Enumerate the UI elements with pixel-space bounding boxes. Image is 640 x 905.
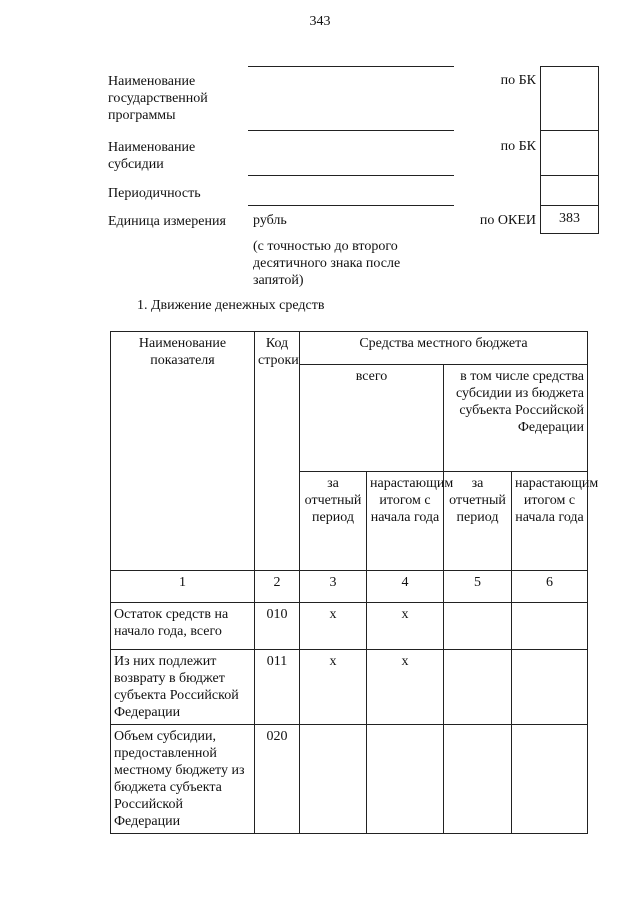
header-incl-subsidy: в том числе средства субсидии из бюджета субъекта Российской Федерации [444, 365, 588, 472]
column-number: 2 [255, 571, 300, 603]
program-name-label: Наименование государственной программы [108, 74, 208, 123]
program-name-field[interactable] [248, 130, 454, 131]
header-total: всего [300, 365, 444, 472]
subsidy-code-box[interactable] [540, 131, 599, 176]
subsidy-name-label: Наименование субсидии [108, 140, 196, 172]
program-code-box[interactable] [540, 66, 599, 131]
table-row [111, 650, 588, 725]
table-row [111, 725, 588, 834]
cell-col3[interactable] [300, 725, 367, 834]
cell-col5[interactable] [444, 725, 512, 834]
header-reporting-period-total: за отчетный период [300, 472, 367, 571]
unit-code-label: по ОКЕИ [479, 213, 536, 228]
row-name: Из них подлежит возврату в бюджет субъекта Российской Федерации [111, 650, 255, 725]
header-cumulative-subsidy: нарастающим итогом с начала года [512, 472, 588, 571]
program-code-label: по БК [500, 73, 536, 88]
row-code: 020 [255, 725, 300, 834]
cell-col6[interactable] [512, 650, 588, 725]
periodicity-field[interactable] [248, 205, 454, 206]
unit-code-box: 383 [540, 206, 599, 234]
page-number: 343 [309, 14, 331, 29]
header-indicator: Наименование показателя [111, 332, 255, 571]
header-local-budget: Средства местного бюджета [300, 332, 588, 365]
header-cumulative-total: нарастающим итогом с начала года [367, 472, 444, 571]
row-code: 010 [255, 603, 300, 650]
cell-col4[interactable] [367, 725, 444, 834]
cell-col3[interactable]: x [300, 650, 367, 725]
table-row [111, 603, 588, 650]
section-title: 1. Движение денежных средств [137, 298, 325, 313]
cash-flow-table [110, 331, 599, 834]
column-number: 5 [444, 571, 512, 603]
precision-note: (с точностью до второго десятичного знака после запятой) [253, 239, 401, 288]
cell-col4[interactable]: x [367, 650, 444, 725]
row-code: 011 [255, 650, 300, 725]
cell-col6[interactable] [512, 603, 588, 650]
cell-col5[interactable] [444, 650, 512, 725]
cell-col4[interactable]: x [367, 603, 444, 650]
header-reporting-period-subsidy: за отчетный период [444, 472, 512, 571]
program-name-line-top [248, 66, 454, 67]
column-number: 4 [367, 571, 444, 603]
row-name: Остаток средств на начало года, всего [111, 603, 255, 650]
cell-col5[interactable] [444, 603, 512, 650]
unit-value: рубль [253, 213, 287, 228]
row-name: Объем субсидии, предоставленной местному бюджету из бюджета субъекта Российской Федерации [111, 725, 255, 834]
periodicity-label: Периодичность [108, 186, 201, 201]
cell-col3[interactable]: x [300, 603, 367, 650]
subsidy-code-label: по БК [500, 139, 536, 154]
unit-label: Единица измерения [108, 214, 226, 229]
header-code: Код строки [255, 332, 300, 571]
column-number: 3 [300, 571, 367, 603]
column-number: 1 [111, 571, 255, 603]
cell-col6[interactable] [512, 725, 588, 834]
column-number: 6 [512, 571, 588, 603]
periodicity-code-box[interactable] [540, 176, 599, 206]
subsidy-name-field[interactable] [248, 175, 454, 176]
